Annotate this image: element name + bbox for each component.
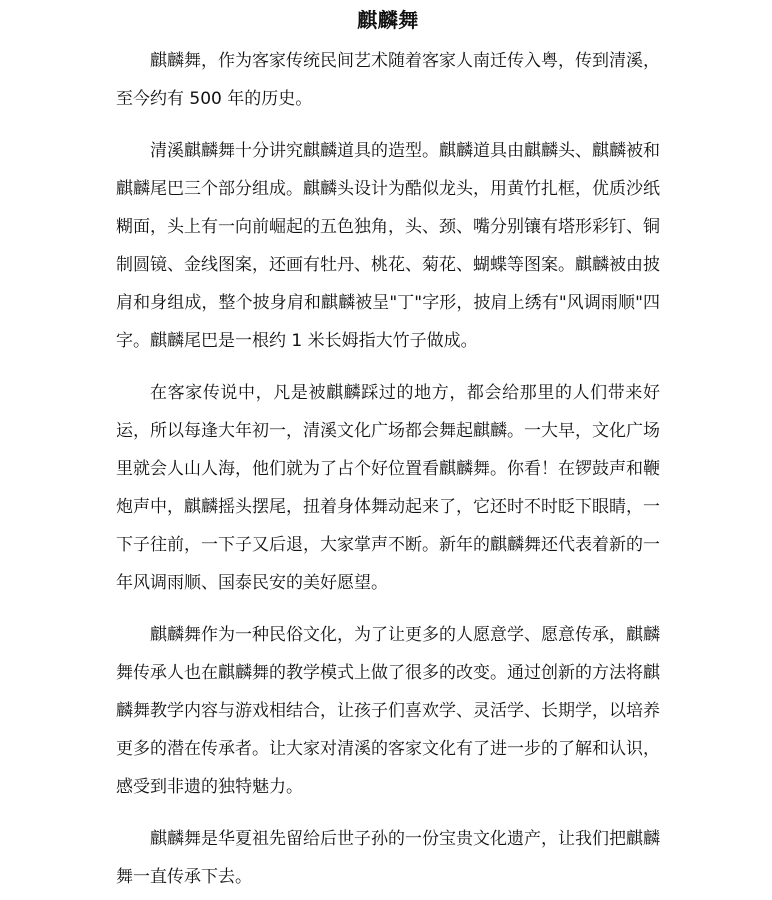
paragraph-props: 清溪麒麟舞十分讲究麒麟道具的造型。麒麟道具由麒麟头、麒麟被和麒麟尾巴三个部分组成。麒麟头设计为酷似龙头，用黄竹扎框，优质沙纸糊面，头上有一向前崛起的五色独角，头、颈、嘴分别镶有塔形彩钉、铜制圆镜、金线图案，还画有牡丹、桃花、菊花、蝴蝶等图案。麒麟被由披肩和身组成，整个披身肩和麒麟被呈"丁"字形，披肩上绣有"风调雨顺"四字。麒麟尾巴是一根约 1 米长姆指大竹子做成。 — [116, 141, 660, 351]
paragraph-legend: 在客家传说中，凡是被麒麟踩过的地方，都会给那里的人们带来好运，所以每逢大年初一，清溪文化广场都会舞起麒麟。一大早，文化广场里就会人山人海，他们就为了占个好位置看麒麟舞。你看！在锣鼓声和鞭炮声中，麒麟摇头摆尾，扭着身体舞动起来了，它还时不时眨下眼睛，一下子往前，一下子又后退，大家掌声不断。新年的麒麟舞还代表着新的一年风调雨顺、国泰民安的美好愿望。 — [116, 383, 660, 593]
document-title: 麒麟舞 — [357, 8, 419, 32]
paragraph-origin: 麒麟舞，作为客家传统民间艺术随着客家人南迁传入粤，传到清溪，至今约有 500 年的历史。 — [116, 51, 660, 109]
paragraph-heritage: 麒麟舞是华夏祖先留给后世子孙的一份宝贵文化遗产，让我们把麒麟舞一直传承下去。 — [116, 829, 660, 887]
paragraph-teaching: 麒麟舞作为一种民俗文化，为了让更多的人愿意学、愿意传承，麒麟舞传承人也在麒麟舞的教学模式上做了很多的改变。通过创新的方法将麒麟舞教学内容与游戏相结合，让孩子们喜欢学、灵活学、长期学，以培养更多的潜在传承者。让大家对清溪的客家文化有了进一步的了解和认识，感受到非遗的独特魅力。 — [116, 625, 660, 797]
